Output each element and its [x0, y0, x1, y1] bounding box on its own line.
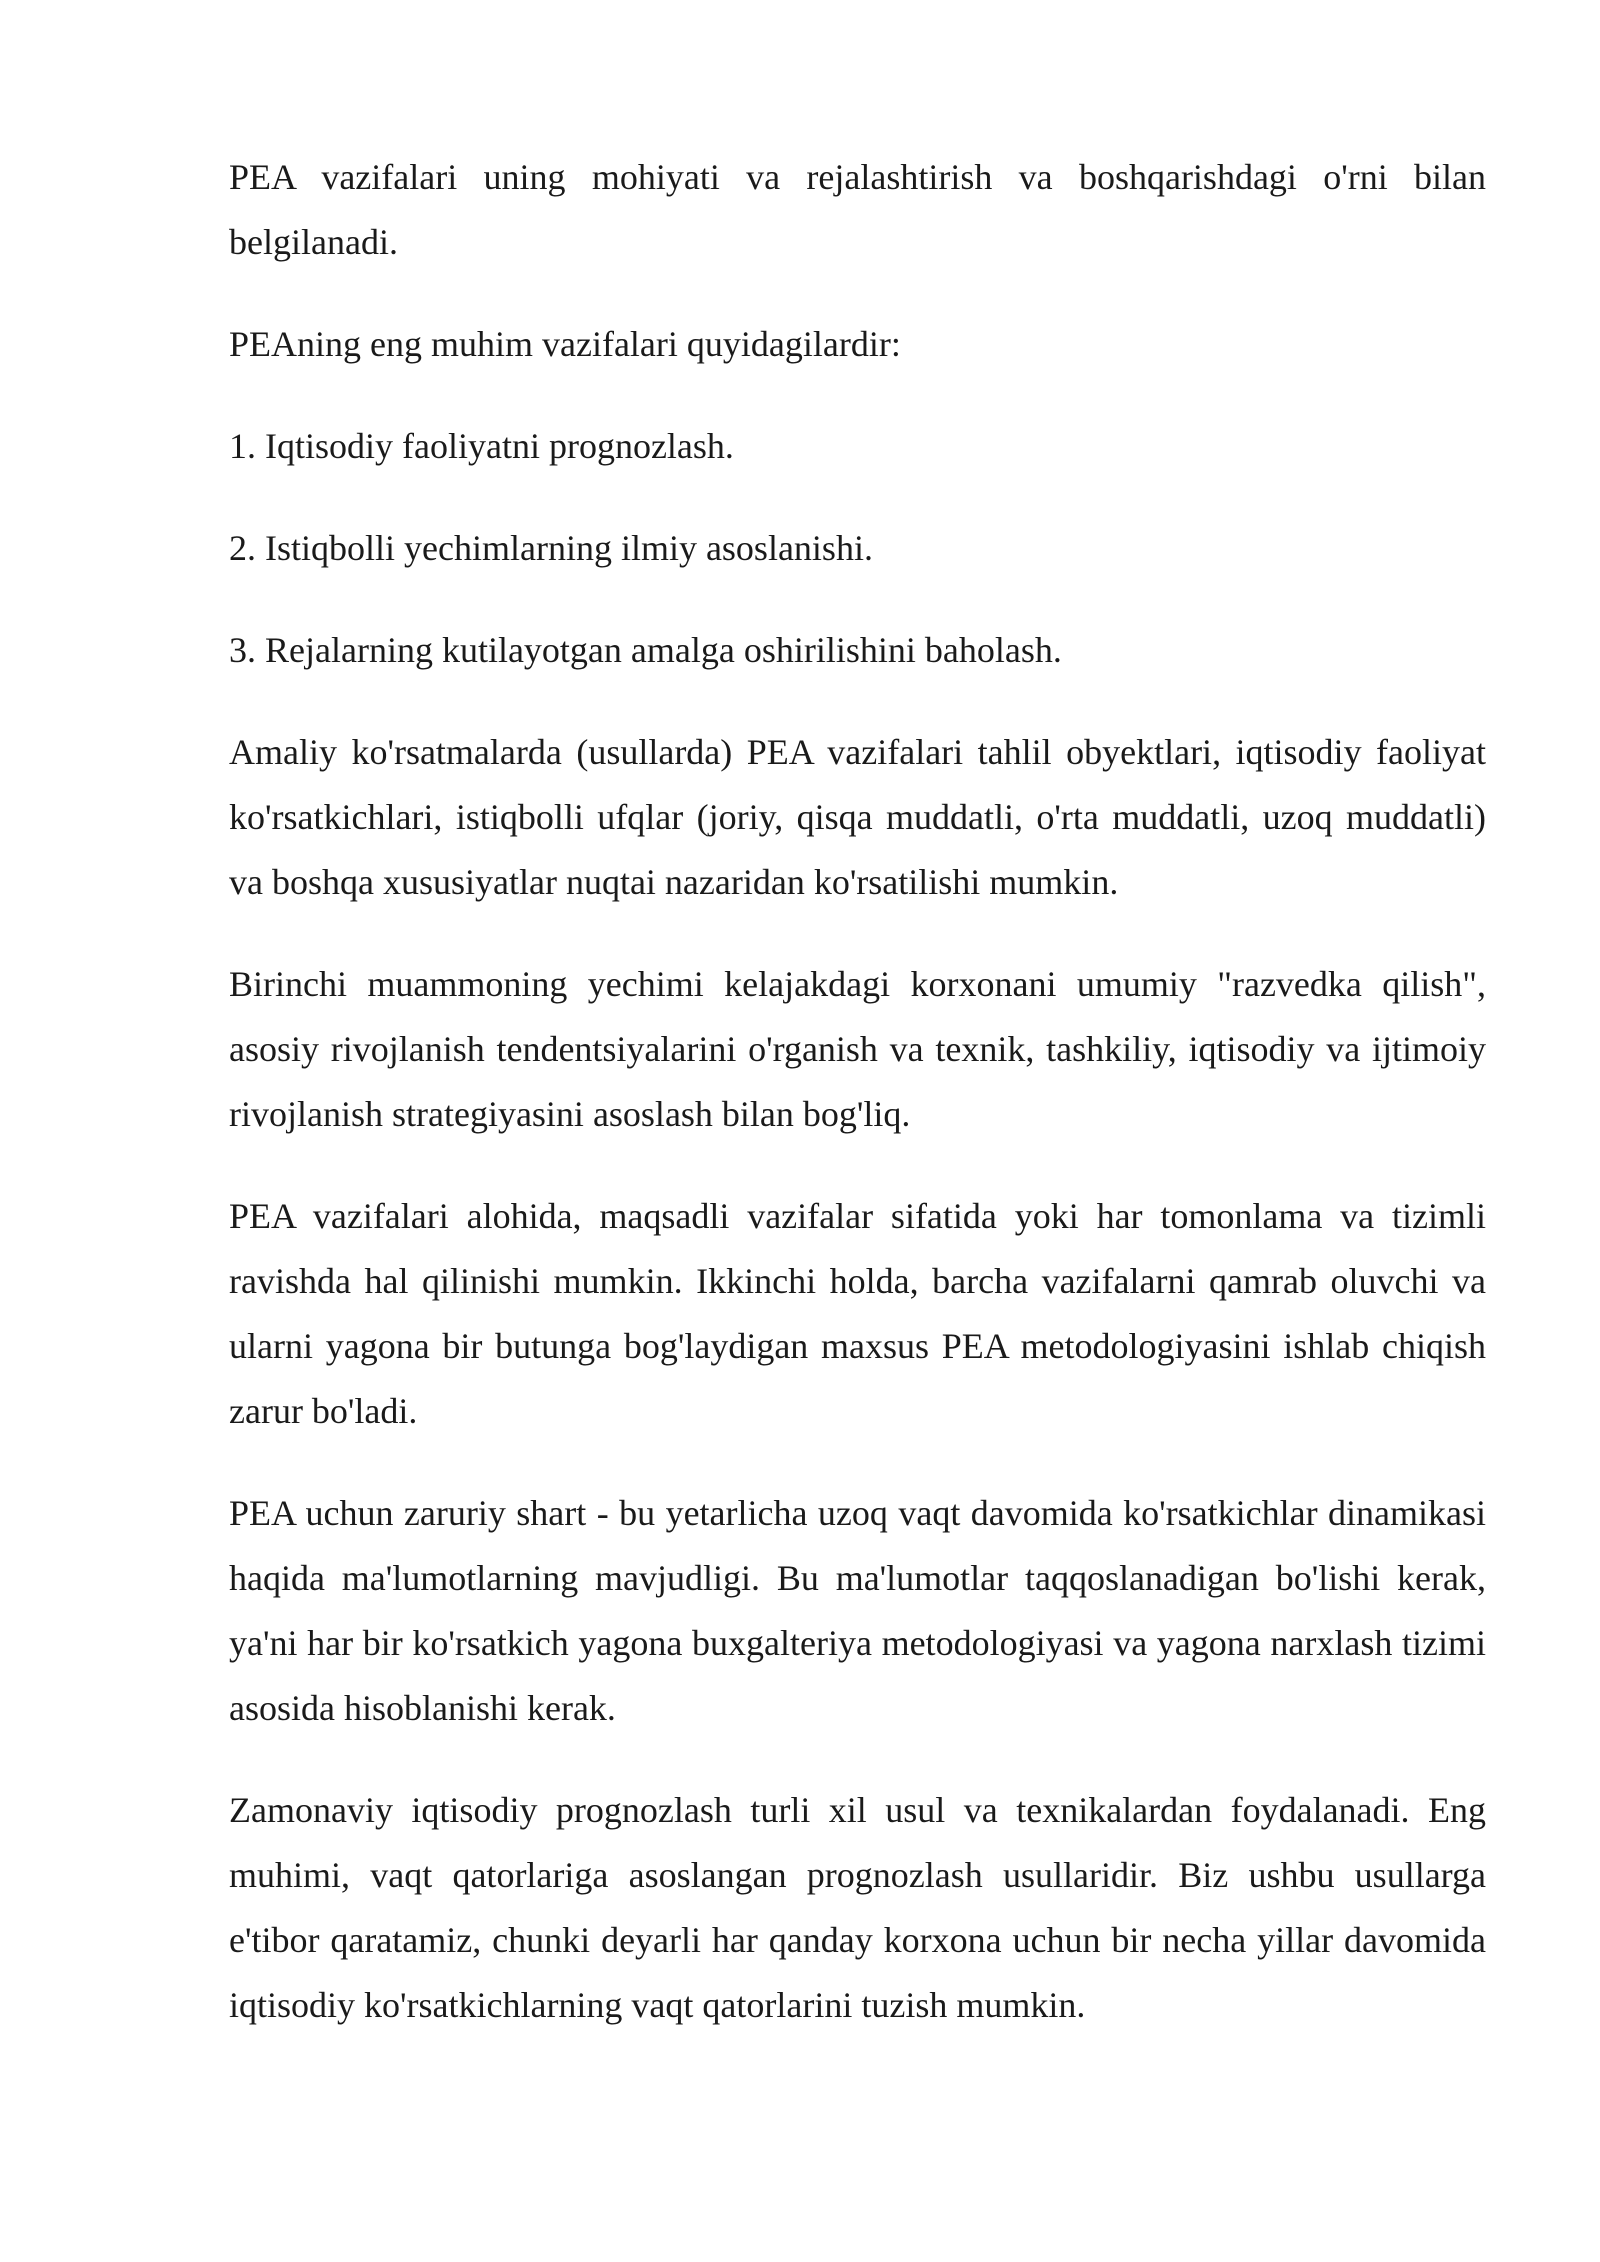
list-item-2: 2. Istiqbolli yechimlarning ilmiy asoslanishi. [229, 528, 873, 568]
paragraph-tasks-solution: PEA vazifalari alohida, maqsadli vazifalar sifatida yoki har tomonlama va tizimli ravishda hal qilinishi mumkin. Ikkinchi holda, barcha vazifalarni qamrab oluvchi va ularni yagona bir butunga bog'laydigan maxsus PEA metodologiyasini ishlab chiqish zarur bo'ladi. [229, 1196, 1486, 1431]
paragraph-list-heading: PEAning eng muhim vazifalari quyidagilardir: [229, 324, 901, 364]
paragraph-first-problem: Birinchi muammoning yechimi kelajakdagi korxonani umumiy "razvedka qilish", asosiy rivojlanish tendentsiyalarini o'rganish va texnik, tashkiliy, iqtisodiy va ijtimoiy rivojlanish strategiyasini asoslash bilan bog'liq. [229, 964, 1486, 1134]
paragraph-prerequisite: PEA uchun zaruriy shart - bu yetarlicha uzoq vaqt davomida ko'rsatkichlar dinamikasi haqida ma'lumotlarning mavjudligi. Bu ma'lumotlar taqqoslanadigan bo'lishi kerak, ya'ni har bir ko'rsatkich yagona buxgalteriya metodologiyasi va yagona narxlash tizimi asosida hisoblanishi kerak. [229, 1493, 1486, 1728]
list-item-3: 3. Rejalarning kutilayotgan amalga oshirilishini baholash. [229, 630, 1062, 670]
document-body [229, 145, 1486, 2038]
paragraph-intro: PEA vazifalari uning mohiyati va rejalashtirish va boshqarishdagi o'rni bilan belgilanadi. [229, 157, 1486, 262]
paragraph-practical-guidance: Amaliy ko'rsatmalarda (usullarda) PEA vazifalari tahlil obyektlari, iqtisodiy faoliyat ko'rsatkichlari, istiqbolli ufqlar (joriy, qisqa muddatli, o'rta muddatli, uzoq muddatli) va boshqa xususiyatlar nuqtai nazaridan ko'rsatilishi mumkin. [229, 732, 1486, 902]
paragraph-modern-forecasting: Zamonaviy iqtisodiy prognozlash turli xil usul va texnikalardan foydalanadi. Eng muhimi, vaqt qatorlariga asoslangan prognozlash usullaridir. Biz ushbu usullarga e'tibor qaratamiz, chunki deyarli har qanday korxona uchun bir necha yillar davomida iqtisodiy ko'rsatkichlarning vaqt qatorlarini tuzish mumkin. [229, 1790, 1486, 2025]
list-item-1: 1. Iqtisodiy faoliyatni prognozlash. [229, 426, 734, 466]
